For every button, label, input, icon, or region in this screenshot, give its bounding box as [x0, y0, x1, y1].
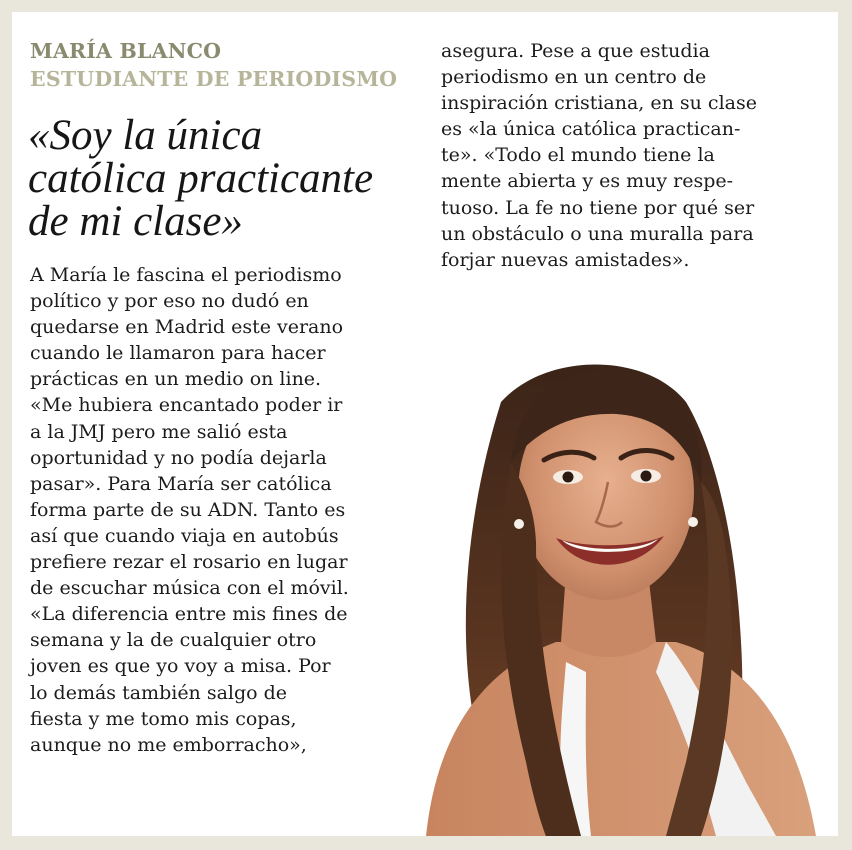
body-line: aunque no me emborracho»,: [30, 733, 307, 756]
body-line: A María le fascina el periodismo: [30, 264, 342, 286]
body-line: cuando le llamaron para hacer: [30, 342, 326, 365]
body-line: periodismo en un centro de: [441, 66, 707, 89]
headline: [28, 114, 428, 243]
body-line: prácticas en un medio on line.: [30, 368, 322, 391]
body-line: así que cuando viaja en autobús: [30, 524, 339, 547]
body-line: fiesta y me tomo mis copas,: [30, 707, 297, 730]
body-line: inspiración cristiana, en su clase: [441, 92, 757, 115]
portrait-photo: [416, 342, 838, 836]
body-line: te». «Todo el mundo tiene la: [441, 144, 715, 167]
body-line: semana y la de cualquier otro: [30, 629, 317, 652]
body-line: «Me hubiera encantado poder ir: [30, 394, 343, 417]
body-line: es «la única católica practican-: [441, 118, 741, 141]
body-line: tuoso. La fe no tiene por qué ser: [441, 196, 755, 219]
article-frame: [12, 12, 838, 836]
body-line: pasar». Para María ser católica: [30, 472, 332, 495]
body-line: a la JMJ pero me salió esta: [30, 420, 288, 443]
body-line: forjar nuevas amistades».: [441, 248, 690, 271]
body-line: político y por eso no dudó en: [30, 290, 309, 313]
byline-name: MARÍA BLANCO: [30, 39, 222, 63]
body-line: joven es que yo voy a misa. Por: [30, 655, 331, 678]
body-line: prefiere rezar el rosario en lugar: [30, 551, 348, 574]
body-line: «La diferencia entre mis fines de: [30, 603, 348, 626]
body-line: asegura. Pese a que estudia: [441, 40, 710, 62]
body-line: quedarse en Madrid este verano: [30, 316, 344, 339]
body-line: mente abierta y es muy respe-: [441, 170, 734, 193]
body-line: oportunidad y no podía dejarla: [30, 446, 327, 469]
body-column-left: [30, 262, 349, 758]
body-line: un obstáculo o una muralla para: [441, 222, 754, 245]
headline-line: de mi clase»: [28, 198, 243, 245]
body-line: de escuchar música con el móvil.: [30, 577, 349, 600]
headline-line: católica practicante: [28, 155, 374, 202]
headline-line: «Soy la única: [28, 112, 263, 159]
body-line: forma parte de su ADN. Tanto es: [30, 498, 346, 521]
body-line: lo demás también salgo de: [30, 681, 288, 704]
body-column-right: [441, 38, 757, 273]
byline-role: ESTUDIANTE DE PERIODISMO: [30, 67, 398, 91]
